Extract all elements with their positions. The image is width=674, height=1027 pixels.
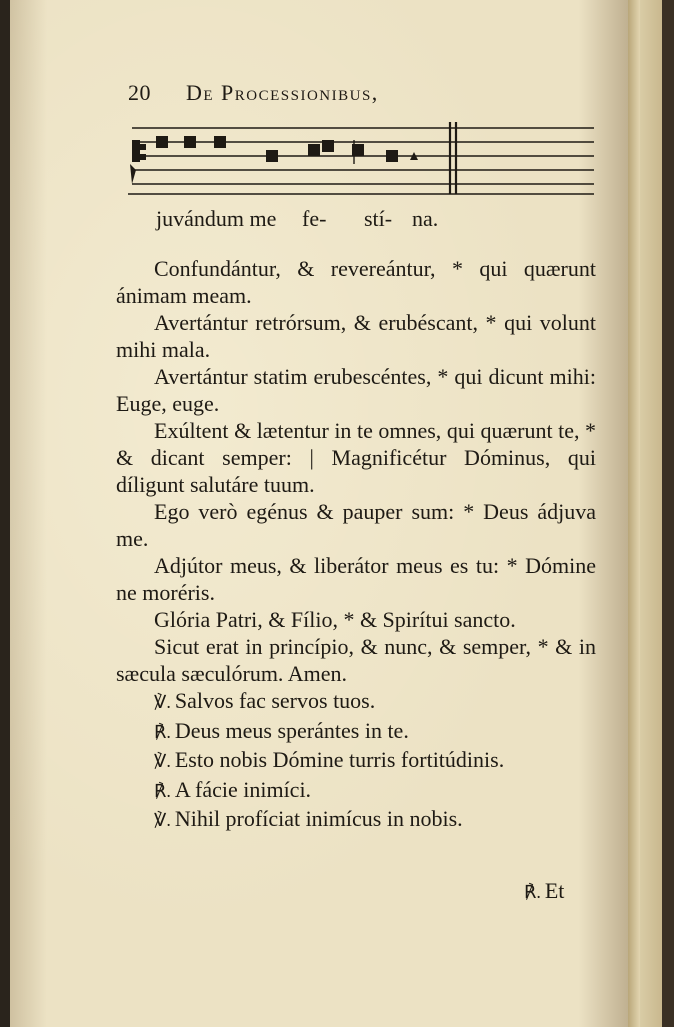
responsory-text: Esto nobis Dómine turris fortitúdinis.: [174, 747, 505, 772]
responsory-line: [154, 717, 596, 747]
verse: Exúltent & lætentur in te omnes, qui quærunt te, * & dicant semper: | Magnificétur Dóminus, qui díligunt salutáre tuum.: [116, 418, 596, 497]
book-spine-shadow: [662, 0, 674, 1027]
lyric-syllable: fe-: [302, 206, 327, 231]
responsory-text: A fácie inimíci.: [174, 776, 312, 802]
note-square: [266, 150, 278, 162]
responsory-line: [154, 805, 596, 835]
c-clef-icon: [130, 140, 146, 184]
chant-staff: [118, 118, 594, 198]
page-title: De Processionibus,: [186, 80, 379, 105]
responsory-line: [154, 687, 596, 717]
responsory-line: [154, 776, 596, 806]
note-square: [184, 136, 196, 148]
versicle-symbol: ℣.: [154, 751, 171, 771]
page-edge: [628, 0, 640, 1027]
catchword-text: Et: [544, 878, 565, 903]
response-symbol: ℟.: [154, 721, 171, 742]
lyric-syllable: na.: [412, 206, 439, 231]
note-square: [386, 150, 398, 162]
verse: Avertántur statim erubescéntes, * qui dicunt mihi: Euge, euge.: [116, 364, 596, 416]
catchword: [524, 878, 564, 904]
note-square: [156, 136, 168, 148]
verse: Sicut erat in princípio, & nunc, & semper, * & in sæcula sæculórum. Amen.: [116, 634, 596, 686]
responsory-text: Deus meus sperántes in te.: [174, 717, 409, 743]
versicle-symbol: ℣.: [154, 692, 171, 712]
book-page: [10, 0, 628, 1027]
responsory-text: Nihil profíciat inimícus in nobis.: [174, 806, 463, 831]
note-square: [322, 140, 334, 152]
page-number: 20: [128, 80, 151, 105]
running-header: [128, 80, 379, 106]
verse: Adjútor meus, & liberátor meus es tu: * Dómine ne moréris.: [116, 553, 596, 605]
note-square: [308, 144, 320, 156]
response-symbol: ℟.: [154, 780, 171, 801]
lyric-syllable: stí-: [364, 206, 393, 231]
note-square: [352, 144, 364, 156]
verse: Ego verò egénus & pauper sum: * Deus ádjuva me.: [116, 499, 596, 551]
versicle-symbol: ℣.: [154, 810, 171, 830]
verse: Avertántur retrórsum, & erubéscant, * qui volunt mihi mala.: [116, 310, 596, 362]
responsory-text: Salvos fac servos tuos.: [174, 688, 376, 713]
note-square: [214, 136, 226, 148]
psalm-text: [116, 255, 596, 835]
verse: Glória Patri, & Fílio, * & Spirítui sancto.: [154, 607, 516, 632]
lyric-syllable: juvándum me: [156, 206, 277, 231]
page-edge: [640, 0, 662, 1027]
verse: Confundántur, & revereántur, * qui quærunt ánimam meam.: [116, 256, 596, 308]
response-symbol: ℟.: [524, 882, 541, 902]
responsory-line: [154, 746, 596, 776]
